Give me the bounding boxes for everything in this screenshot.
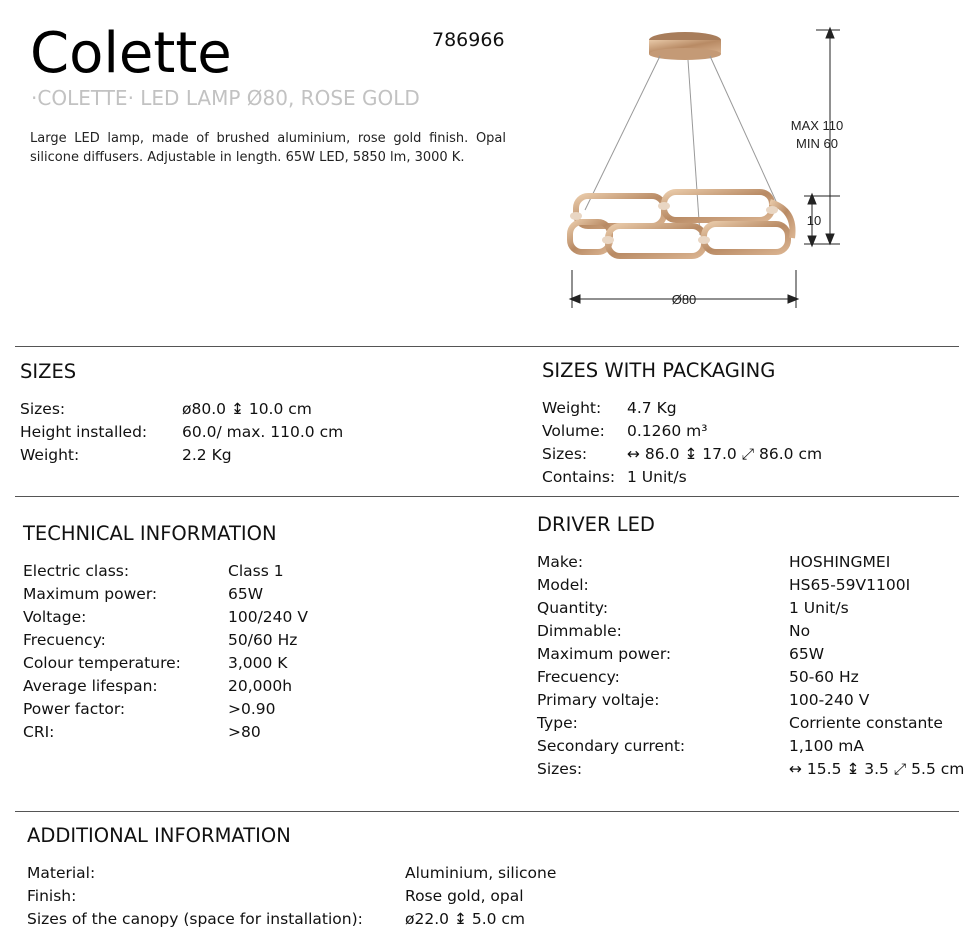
row-value: ø80.0 ↨ 10.0 cm bbox=[182, 400, 312, 418]
driver-heading: DRIVER LED bbox=[537, 513, 655, 536]
driver-row bbox=[537, 689, 962, 712]
row-label: Dimmable: bbox=[537, 622, 622, 640]
row-label: Electric class: bbox=[23, 562, 130, 580]
row-value: 65W bbox=[228, 585, 264, 603]
row-label: Sizes: bbox=[542, 445, 588, 463]
additional-list bbox=[27, 862, 627, 931]
row-value: 50-60 Hz bbox=[789, 668, 859, 686]
technical-row bbox=[23, 721, 503, 744]
row-label: Primary voltaje: bbox=[537, 691, 660, 709]
row-value: Corriente constante bbox=[789, 714, 943, 732]
row-value: 4.7 Kg bbox=[627, 399, 677, 417]
additional-row bbox=[27, 862, 627, 885]
row-value: Aluminium, silicone bbox=[405, 864, 557, 882]
row-label: CRI: bbox=[23, 723, 55, 741]
row-label: Finish: bbox=[27, 887, 77, 905]
driver-row bbox=[537, 643, 962, 666]
product-description: Large LED lamp, made of brushed aluminium, rose gold finish. Opal silicone diffusers. Adjustable in length. 65W LED, 5850 lm, 3000 K. bbox=[30, 131, 506, 165]
lamp-dimension-diagram bbox=[540, 20, 870, 320]
row-label: Sizes: bbox=[537, 760, 583, 778]
row-label: Material: bbox=[27, 864, 96, 882]
product-title: Colette bbox=[30, 21, 232, 86]
additional-heading: ADDITIONAL INFORMATION bbox=[27, 824, 291, 847]
row-value: 3,000 K bbox=[228, 654, 288, 672]
row-value: 100-240 V bbox=[789, 691, 870, 709]
technical-row bbox=[23, 629, 503, 652]
product-reference: 786966 bbox=[432, 29, 505, 51]
divider-top bbox=[15, 346, 959, 347]
packaging-list bbox=[542, 397, 952, 489]
sizes-heading: SIZES bbox=[20, 360, 77, 383]
row-label: Weight: bbox=[20, 446, 80, 464]
row-value: 1 Unit/s bbox=[627, 468, 687, 486]
driver-row bbox=[537, 620, 962, 643]
row-label: Average lifespan: bbox=[23, 677, 158, 695]
row-label: Voltage: bbox=[23, 608, 87, 626]
packaging-row bbox=[542, 420, 952, 443]
row-value: 1,100 mA bbox=[789, 737, 865, 755]
product-subtitle: ·COLETTE· LED LAMP Ø80, ROSE GOLD bbox=[31, 86, 420, 110]
row-value: HS65-59V1100I bbox=[789, 576, 911, 594]
row-value: 100/240 V bbox=[228, 608, 308, 626]
technical-row bbox=[23, 583, 503, 606]
row-value: Rose gold, opal bbox=[405, 887, 524, 905]
row-label: Maximum power: bbox=[23, 585, 158, 603]
row-value: 0.1260 m³ bbox=[627, 422, 708, 440]
row-label: Weight: bbox=[542, 399, 602, 417]
row-label: Power factor: bbox=[23, 700, 126, 718]
additional-row bbox=[27, 885, 627, 908]
driver-row bbox=[537, 551, 962, 574]
packaging-row bbox=[542, 443, 952, 466]
sizes-list bbox=[20, 398, 500, 467]
row-value: ↔ 15.5 ↨ 3.5 ⤢ 5.5 cm bbox=[789, 760, 965, 778]
diameter-label: Ø80 bbox=[671, 292, 697, 307]
driver-row bbox=[537, 597, 962, 620]
divider-middle bbox=[15, 496, 959, 497]
ring-links bbox=[570, 192, 793, 256]
sizes-row bbox=[20, 421, 500, 444]
sizes-row bbox=[20, 444, 500, 467]
row-value: ↔ 86.0 ↨ 17.0 ⤢ 86.0 cm bbox=[627, 445, 823, 463]
technical-heading: TECHNICAL INFORMATION bbox=[23, 522, 277, 545]
row-label: Volume: bbox=[542, 422, 605, 440]
technical-row bbox=[23, 675, 503, 698]
row-value: HOSHINGMEI bbox=[789, 553, 891, 571]
row-label: Height installed: bbox=[20, 423, 148, 441]
row-label: Contains: bbox=[542, 468, 616, 486]
row-label: Frecuency: bbox=[23, 631, 106, 649]
row-label: Model: bbox=[537, 576, 589, 594]
driver-list bbox=[537, 551, 965, 781]
technical-row bbox=[23, 698, 503, 721]
driver-row bbox=[537, 758, 965, 781]
driver-row bbox=[537, 666, 962, 689]
technical-row bbox=[23, 560, 503, 583]
packaging-heading: SIZES WITH PACKAGING bbox=[542, 359, 776, 382]
row-value: 50/60 Hz bbox=[228, 631, 298, 649]
packaging-row bbox=[542, 397, 952, 420]
sizes-row bbox=[20, 398, 500, 421]
row-label: Sizes of the canopy (space for installation): bbox=[27, 910, 363, 928]
row-value: >80 bbox=[228, 723, 261, 741]
driver-row bbox=[537, 712, 962, 735]
row-value: Class 1 bbox=[228, 562, 284, 580]
additional-row bbox=[27, 908, 627, 931]
packaging-row bbox=[542, 466, 952, 489]
row-label: Colour temperature: bbox=[23, 654, 181, 672]
technical-row bbox=[23, 652, 503, 675]
row-label: Maximum power: bbox=[537, 645, 672, 663]
divider-bottom bbox=[15, 811, 959, 812]
row-value: 65W bbox=[789, 645, 825, 663]
row-label: Sizes: bbox=[20, 400, 66, 418]
height-max-label: MAX 110 bbox=[790, 118, 844, 133]
suspension-cables bbox=[585, 56, 780, 235]
row-value: 60.0/ max. 110.0 cm bbox=[182, 423, 344, 441]
height-min-label: MIN 60 bbox=[796, 136, 838, 151]
driver-row bbox=[537, 574, 962, 597]
canopy-shape bbox=[649, 32, 721, 60]
row-label: Secondary current: bbox=[537, 737, 686, 755]
row-value: 1 Unit/s bbox=[789, 599, 849, 617]
driver-row bbox=[537, 735, 962, 758]
technical-list bbox=[23, 560, 503, 744]
row-label: Make: bbox=[537, 553, 584, 571]
row-label: Quantity: bbox=[537, 599, 609, 617]
ring-height-label: 10 bbox=[806, 213, 822, 228]
row-value: 2.2 Kg bbox=[182, 446, 232, 464]
row-value: No bbox=[789, 622, 811, 640]
row-value: 20,000h bbox=[228, 677, 293, 695]
technical-row bbox=[23, 606, 503, 629]
row-value: >0.90 bbox=[228, 700, 276, 718]
row-value: ø22.0 ↨ 5.0 cm bbox=[405, 910, 526, 928]
row-label: Frecuency: bbox=[537, 668, 620, 686]
row-label: Type: bbox=[537, 714, 578, 732]
